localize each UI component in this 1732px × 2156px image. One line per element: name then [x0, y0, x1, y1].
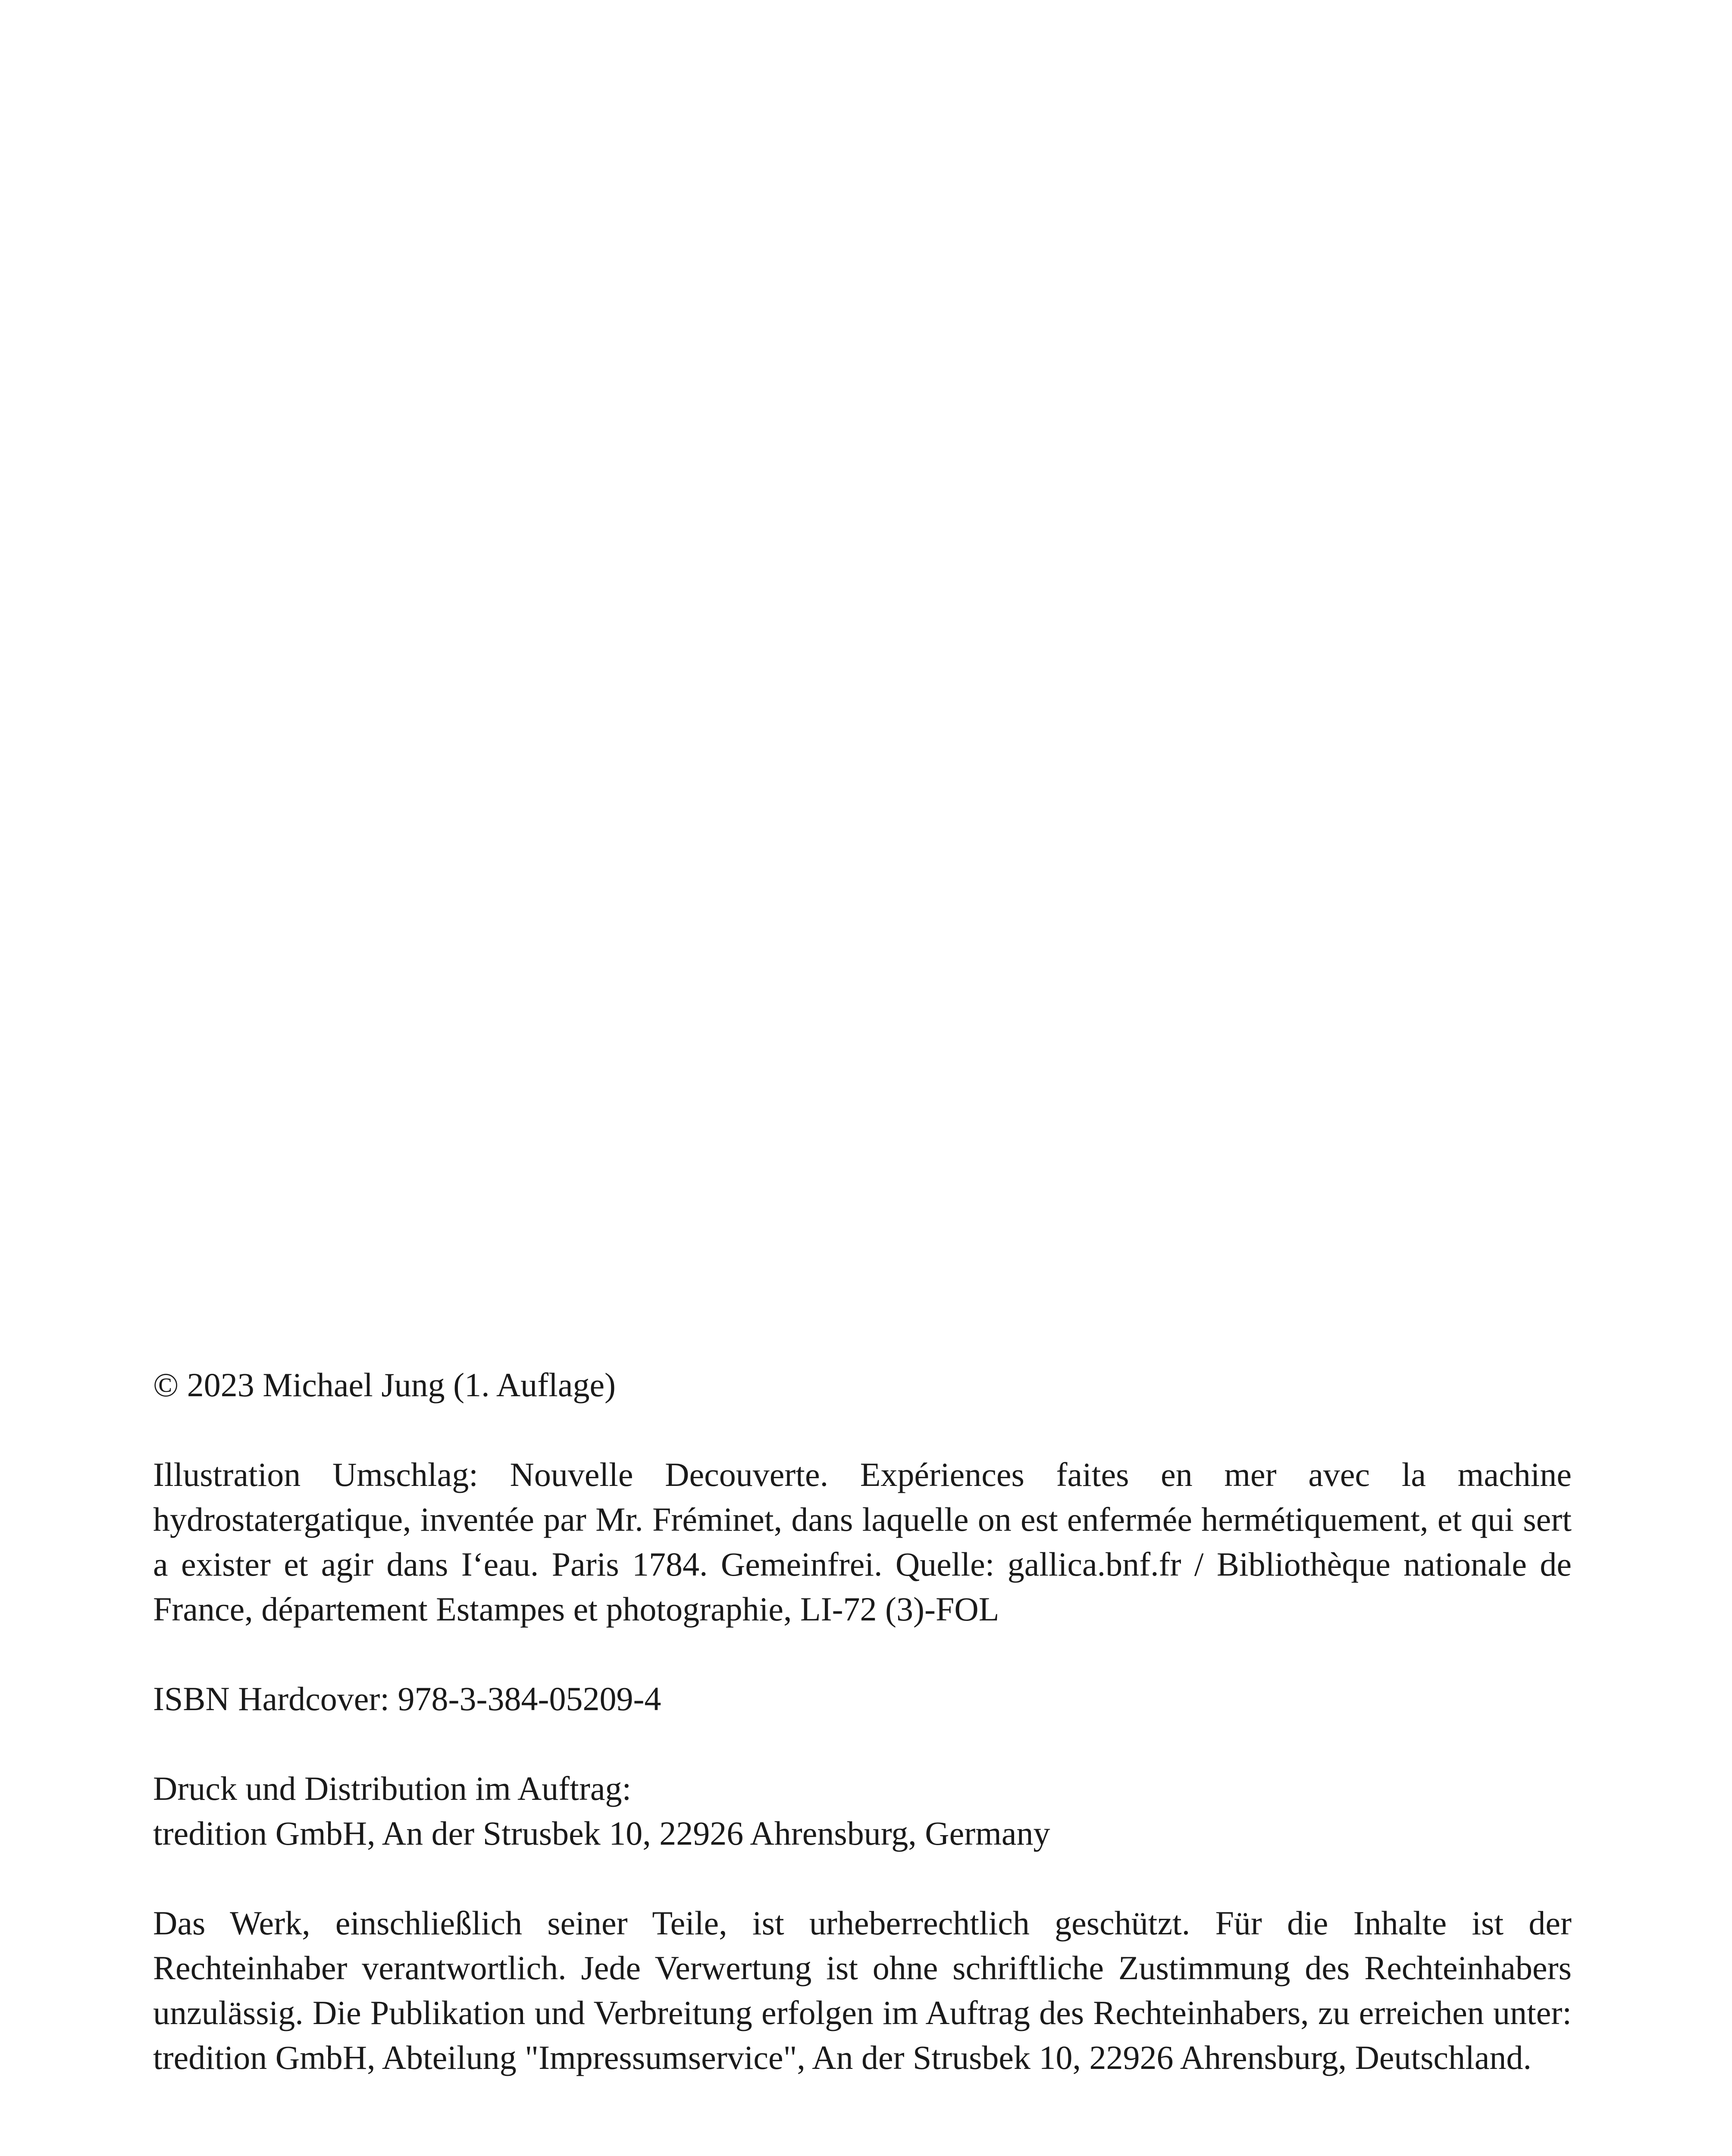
copyright-line: © 2023 Michael Jung (1. Auflage): [153, 1366, 616, 1404]
imprint-block: [153, 1363, 1572, 2080]
rights-notice: Das Werk, einschließlich seiner Teile, ist urheberrechtlich geschützt. Für die Inhalte ist der Rechteinhaber verantwortlich. Jede Verwertung ist ohne schriftliche Zustimmung des Rechteinhabers unzulässig. Die Publikation und Verbreitung erfolgen im Auftrag des Rechteinhabers, zu erreichen unter: tredition GmbH, Abteilung "Impressumservice", An der Strusbek 10, 22926 Ahrensburg, Deutschland.: [153, 1904, 1572, 2076]
isbn-line: ISBN Hardcover: 978-3-384-05209-4: [153, 1680, 661, 1717]
distribution-line-1: Druck und Distribution im Auftrag:: [153, 1770, 632, 1807]
cover-illustration-credit: Illustration Umschlag: Nouvelle Decouverte. Expériences faites en mer avec la machine hydrostatergatique, inventée par Mr. Fréminet, dans laquelle on est enfermée hermétiquement, et qui sert a exister et agir dans I‘eau. Paris 1784. Gemeinfrei. Quelle: gallica.bnf.fr / Bibliothèque nationale de France, département Estampes et photographie, LI-72 (3)-FOL: [153, 1456, 1572, 1628]
distribution-line-2: tredition GmbH, An der Strusbek 10, 22926 Ahrensburg, Germany: [153, 1814, 1050, 1852]
